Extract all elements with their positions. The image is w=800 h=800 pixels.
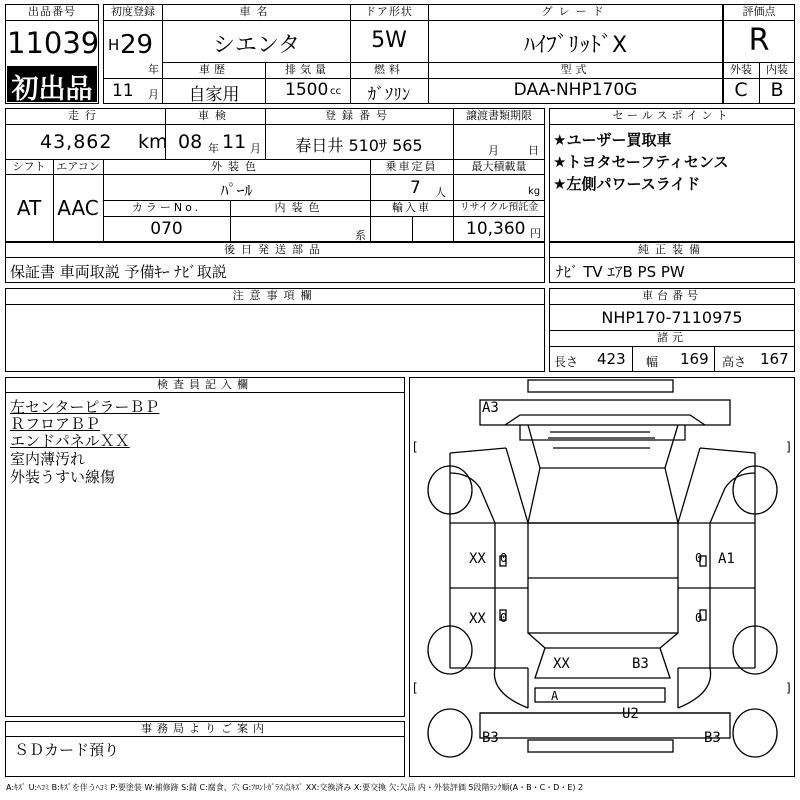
office-note: ＳＤカード預り — [14, 741, 120, 759]
inspection-label: 車検 — [198, 109, 232, 122]
mark-a3: A3 — [482, 400, 499, 416]
mark-u2: U2 — [622, 706, 639, 722]
details-frame — [5, 108, 545, 242]
year-unit: 年 — [148, 63, 159, 76]
shift-label: シフト — [12, 160, 46, 173]
inspection-year: 08 — [178, 131, 203, 153]
dims-label: 諸元 — [657, 331, 687, 344]
car-name: シエンタ — [212, 33, 301, 58]
inspection-month-unit: 月 — [250, 142, 261, 155]
sales-point-1: ★ユーザー買取車 — [553, 131, 672, 149]
mark-b3-left: B3 — [482, 730, 499, 746]
ac: AAC — [57, 196, 99, 220]
plate-label: 登録番号 — [325, 109, 393, 122]
damage-diagram — [409, 377, 795, 777]
model-label: 型式 — [560, 63, 591, 76]
lot-number: 11039 — [7, 26, 100, 60]
later-parts: 保証書 車両取説 予備ｷｰ ﾅﾋﾞ取説 — [10, 263, 227, 281]
ac-label: エアコン — [56, 160, 100, 173]
displacement-unit: cc — [330, 86, 341, 97]
length-label: 長さ — [554, 355, 579, 369]
inspector-line-3: エンドパネルＸＸ — [10, 432, 130, 450]
legend: A:ｷｽﾞ U:ﾍｺﾐ B:ｷｽﾞを伴うﾍｺﾐ P:要塗装 W:補修跡 S:錆 C:腐食、穴 G:ﾌﾛﾝﾄｶﾞﾗｽ点ｷｽﾞ XX:交換済み X:要交換 欠:欠品 内・外装評価 5段階ﾗﾝｸ順(A・B・C・D・E) 2 — [6, 783, 584, 792]
score: R — [748, 23, 770, 58]
interior-color-label: 内装色 — [274, 201, 326, 214]
mileage-unit: km — [138, 131, 168, 153]
month-unit: 月 — [148, 88, 159, 101]
interior-color-unit: 系 — [355, 229, 366, 242]
capacity: 7 — [410, 178, 421, 198]
width-label: 幅 — [646, 355, 659, 369]
recycle-unit: 円 — [530, 227, 541, 240]
fuel: ｶﾞｿﾘﾝ — [367, 85, 411, 105]
mileage: 43,862 — [40, 131, 113, 153]
fuel-label: 燃料 — [374, 63, 404, 76]
mark-zero-3: 0 — [500, 611, 508, 625]
car-name-label: 車名 — [239, 5, 274, 18]
first-listing-text: 初出品 — [11, 74, 93, 105]
registration-month: 11 — [112, 81, 134, 101]
inspector-line-1: 左センターピラーＢＰ — [10, 398, 160, 416]
era: H — [108, 36, 120, 54]
inspector-label: 検査員記入欄 — [157, 378, 253, 391]
displacement-label: 排気量 — [285, 63, 330, 76]
lot-label: 出品番号 — [28, 5, 76, 18]
mark-zero-4: 0 — [695, 611, 703, 625]
notes-label: 注意事項欄 — [232, 289, 318, 302]
door-label: ドア形状 — [365, 5, 413, 18]
svg-text:[: [ — [413, 681, 418, 695]
recycle: 10,360 — [466, 219, 526, 239]
mark-xx-left-1: XX — [469, 551, 486, 567]
height-label: 高さ — [722, 355, 747, 369]
interior-score: B — [770, 79, 784, 101]
displacement: 1500 — [285, 80, 329, 100]
registration-label: 初度登録 — [111, 5, 155, 18]
door-type: 5W — [371, 28, 407, 53]
car-outline-diagram — [410, 378, 796, 778]
inspection-year-unit: 年 — [208, 142, 219, 155]
color-no-label: カラーNo. — [131, 201, 202, 214]
sales-point-2: ★トヨタセーフティセンス — [553, 153, 729, 171]
color-label: 外装色 — [211, 160, 262, 173]
inspection-month: 11 — [222, 131, 247, 153]
model: DAA-NHP170G — [513, 80, 638, 100]
office-label: 事務局よりご案内 — [141, 722, 269, 735]
capacity-unit: 人 — [435, 186, 446, 199]
chassis-number: NHP170-7110975 — [601, 308, 743, 327]
shift: AT — [16, 196, 42, 220]
later-parts-label: 後日発送部品 — [224, 243, 326, 256]
mark-xx-left-2: XX — [469, 611, 486, 627]
capacity-label: 乗車定員 — [385, 160, 438, 173]
history-label: 車歴 — [199, 63, 229, 76]
width: 169 — [680, 350, 709, 368]
mark-zero-2: 0 — [695, 551, 703, 565]
color: ﾊﾟｰﾙ — [220, 181, 253, 200]
exterior-score: C — [734, 79, 748, 101]
mark-a1: A1 — [718, 551, 735, 567]
equipment: ﾅﾋﾞ TV ｴｱB PS PW — [556, 263, 685, 281]
mileage-label: 走行 — [68, 109, 102, 122]
length: 423 — [597, 350, 626, 368]
mark-b3-rear: B3 — [632, 656, 649, 672]
grade: ﾊｲﾌﾞﾘｯﾄﾞX — [523, 33, 628, 58]
recycle-label: リサイクル預託金 — [459, 202, 539, 213]
chassis-label: 車台番号 — [642, 289, 702, 302]
load-unit: kg — [528, 186, 541, 197]
mark-b3-right: B3 — [704, 730, 721, 746]
mark-xx-rear: XX — [553, 656, 570, 672]
inspector-line-2: ＲフロアＢＰ — [10, 415, 101, 433]
plate: 春日井 510ｻ 565 — [295, 136, 423, 155]
equipment-label: 純正装備 — [638, 243, 706, 256]
transfer-month: 月 — [488, 144, 499, 157]
height: 167 — [760, 350, 789, 368]
sales-point-3: ★左側パワースライド — [553, 175, 701, 193]
load-label: 最大積載量 — [471, 160, 527, 173]
inspector-line-4: 室内薄汚れ — [10, 450, 86, 468]
color-no: 070 — [150, 219, 183, 239]
history: 自家用 — [188, 85, 240, 105]
transfer-day: 日 — [528, 144, 539, 157]
score-label: 評価点 — [742, 5, 776, 18]
registration-year: 29 — [120, 30, 154, 60]
grade-label: グレード — [541, 5, 610, 18]
sales-points-label: セールスポイント — [612, 109, 732, 122]
svg-text:]: ] — [786, 440, 791, 454]
interior-label: 内装 — [766, 63, 788, 76]
svg-text:[: [ — [413, 440, 418, 454]
exterior-label: 外装 — [730, 63, 752, 76]
transfer-label: 譲渡書類期限 — [466, 109, 532, 122]
inspector-line-5: 外装うすい線傷 — [10, 468, 116, 486]
svg-text:]: ] — [786, 681, 791, 695]
import-label: 輸入車 — [392, 201, 431, 214]
mark-zero-1: 0 — [500, 551, 508, 565]
mark-a-bumper: A — [551, 689, 559, 703]
